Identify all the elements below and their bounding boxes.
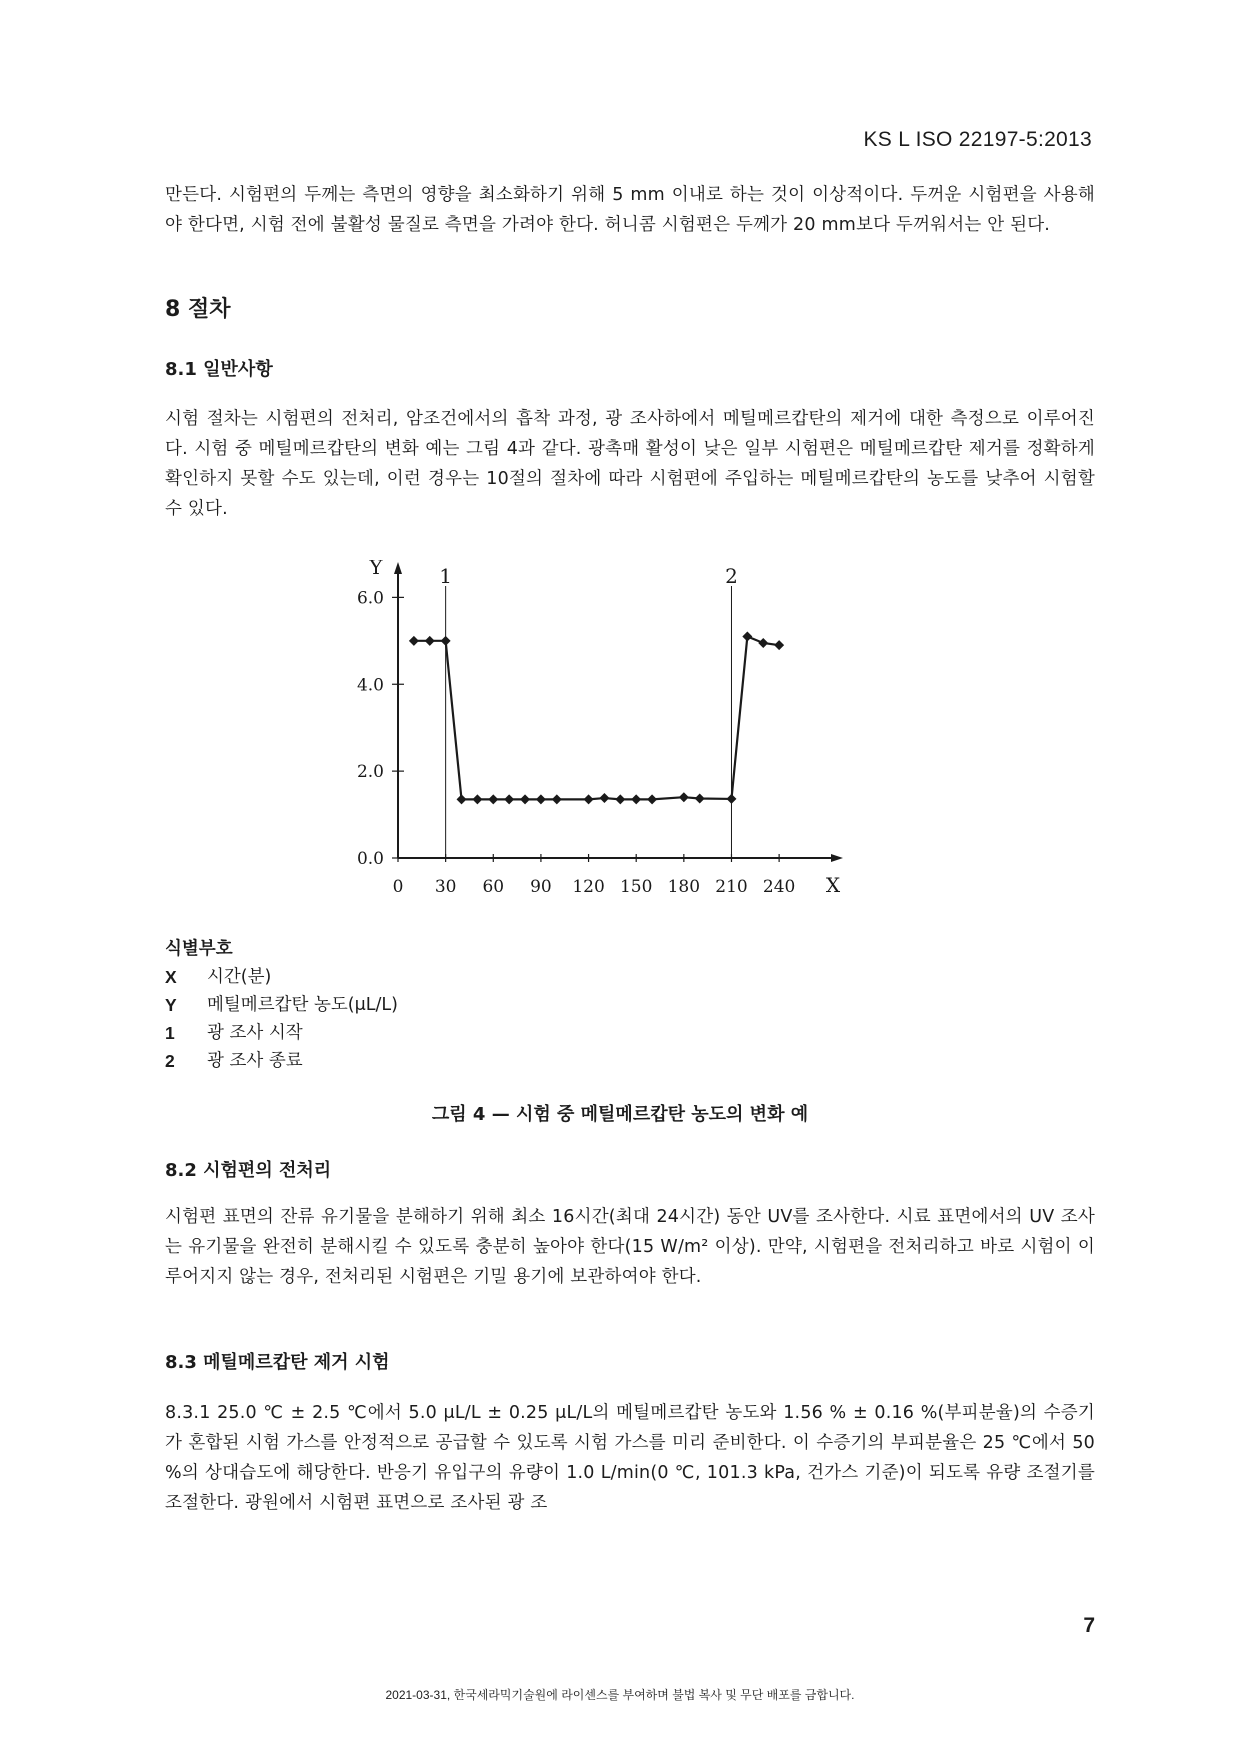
figure-caption: 그림 4 — 시험 중 메틸메르캅탄 농도의 변화 예 xyxy=(431,1104,809,1125)
x-tick-label: 90 xyxy=(530,877,552,897)
x-tick-label: 30 xyxy=(434,877,457,897)
x-axis-label: X xyxy=(825,873,841,897)
data-point xyxy=(774,640,784,650)
data-point xyxy=(441,636,451,646)
data-point xyxy=(647,794,657,804)
y-tick-label: 6.0 xyxy=(356,588,384,609)
section-8-heading: 8 절차 xyxy=(165,297,231,322)
legend-text: 시간(분) xyxy=(207,967,272,987)
x-tick-label: 0 xyxy=(392,877,404,897)
data-point xyxy=(726,794,736,804)
data-point xyxy=(520,794,530,804)
data-point xyxy=(472,794,482,804)
legend-text: 메틸메르캅탄 농도(μL/L) xyxy=(207,995,398,1015)
section-8-3-heading: 8.3 메틸메르캅탄 제거 시험 xyxy=(165,1352,390,1373)
legend-key: 2 xyxy=(165,1051,175,1071)
legend-text: 광 조사 종료 xyxy=(207,1051,303,1071)
legend-key: X xyxy=(165,967,177,987)
x-tick-label: 120 xyxy=(572,877,605,897)
event-marker-label: 1 xyxy=(439,564,453,588)
x-tick-label: 210 xyxy=(715,877,748,897)
data-point xyxy=(488,794,498,804)
y-tick-label: 0.0 xyxy=(356,849,384,869)
legend-title: 식별부호 xyxy=(165,939,233,959)
y-tick-label: 2.0 xyxy=(356,762,384,783)
legend-text: 광 조사 시작 xyxy=(207,1023,303,1043)
legend-key: 1 xyxy=(165,1023,175,1043)
data-point xyxy=(631,794,641,804)
page-number: 7 xyxy=(1083,1614,1095,1637)
section-8-2-heading: 8.2 시험편의 전처리 xyxy=(165,1160,332,1181)
legend-key: Y xyxy=(165,995,177,1015)
event-marker-label: 2 xyxy=(725,564,738,588)
y-axis-arrow xyxy=(394,562,402,574)
legend-item xyxy=(165,991,398,1019)
intro-paragraph: 만든다. 시험편의 두께는 측면의 영향을 최소화하기 위해 5 mm 이내로 하는 것이 이상적이다. 두꺼운 시험편을 사용해야 한다면, 시험 전에 불활성 물질로 측면을 가려야 한다. 허니콤 시험편은 두께가 20 mm보다 두꺼워서는 안 된다. xyxy=(165,185,1095,235)
data-point xyxy=(679,792,689,802)
section-8-1-paragraph: 시험 절차는 시험편의 전처리, 암조건에서의 흡착 과정, 광 조사하에서 메틸메르캅탄의 제거에 대한 측정으로 이루어진다. 시험 중 메틸메르캅탄의 변화 예는 그림 4과 같다. 광촉매 활성이 낮은 일부 시험편은 메틸메르캅탄 제거를 정확하게 확인하지 못할 수도 있는데, 이런 경우는 10절의 절차에 따라 시험편에 주입하는 메틸메르캅탄의 농도를 낮추어 시험할 수 있다. xyxy=(165,409,1095,519)
y-tick-label: 4.0 xyxy=(356,675,384,696)
data-point xyxy=(552,794,562,804)
x-axis-arrow xyxy=(831,854,843,862)
section-8-1-heading: 8.1 일반사항 xyxy=(165,359,273,380)
standard-code: KS L ISO 22197-5:2013 xyxy=(863,128,1092,151)
data-point xyxy=(742,631,752,641)
data-point xyxy=(425,636,435,646)
legend-item xyxy=(165,1047,398,1075)
data-point xyxy=(599,793,609,803)
data-point xyxy=(504,794,514,804)
data-point xyxy=(409,636,419,646)
line-chart xyxy=(340,560,910,920)
series-line xyxy=(414,636,779,799)
x-tick-label: 240 xyxy=(762,877,796,897)
data-point xyxy=(536,794,546,804)
data-point xyxy=(457,794,467,804)
y-axis-label: Y xyxy=(369,560,383,579)
data-point xyxy=(758,638,768,648)
section-8-2-paragraph: 시험편 표면의 잔류 유기물을 분해하기 위해 최소 16시간(최대 24시간) 동안 UV를 조사한다. 시료 표면에서의 UV 조사는 유기물을 완전히 분해시킬 수 있도록 충분히 높아야 한다(15 W/m² 이상). 만약, 시험편을 전처리하고 바로 시험이 이루어지지 않는 경우, 전처리된 시험편은 기밀 용기에 보관하여야 한다. xyxy=(165,1207,1095,1287)
data-point xyxy=(615,794,625,804)
section-8-3-1-paragraph: 8.3.1 25.0 ℃ ± 2.5 ℃에서 5.0 μL/L ± 0.25 μL/L의 메틸메르캅탄 농도와 1.56 % ± 0.16 %(부피분율)의 수증기가 혼합된 시험 가스를 안정적으로 공급할 수 있도록 시험 가스를 미리 준비한다. 이 수증기의 부피분율은 25 ℃에서 50 %의 상대습도에 해당한다. 반응기 유입구의 유량이 1.0 L/min(0 ℃, 101.3 kPa, 건가스 기준)이 되도록 유량 조절기를 조절한다. 광원에서 시험편 표면으로 조사된 광 조 xyxy=(165,1403,1095,1513)
data-point xyxy=(584,794,594,804)
figure-legend xyxy=(165,935,398,1075)
legend-item xyxy=(165,1019,398,1047)
figure-4-chart xyxy=(340,560,910,920)
x-tick-label: 60 xyxy=(482,877,505,897)
x-tick-label: 150 xyxy=(619,877,653,897)
x-tick-label: 180 xyxy=(667,877,701,897)
legend-item xyxy=(165,963,398,991)
data-point xyxy=(695,793,705,803)
license-notice: 2021-03-31, 한국세라믹기술원에 라이센스를 부여하며 불법 복사 및 무단 배포를 금합니다. xyxy=(385,1688,855,1702)
